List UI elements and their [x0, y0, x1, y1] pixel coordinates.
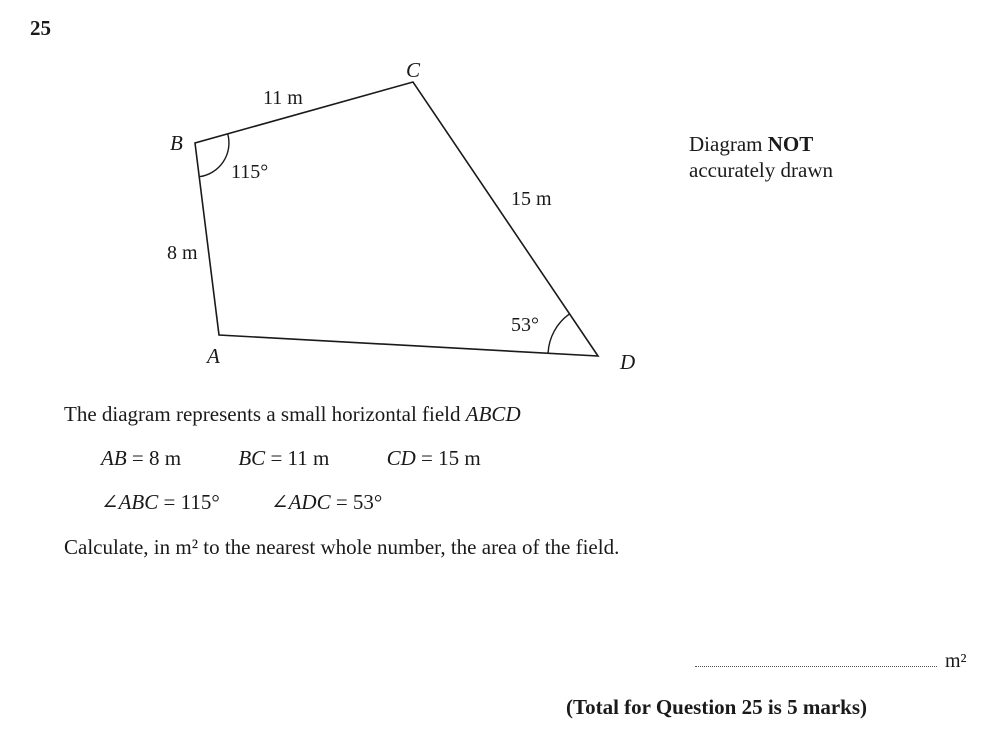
given-cd-value: = 15 m [415, 446, 481, 470]
vertex-label-c: C [406, 58, 421, 82]
vertex-label-a: A [207, 344, 220, 368]
side-label-bc: 11 m [263, 87, 303, 109]
given-bc [238, 446, 329, 471]
field-name: ABCD [465, 402, 521, 426]
given-ab-value: = 8 m [126, 446, 182, 470]
angle-d-arc [548, 314, 569, 352]
intro-sentence: The diagram represents a small horizontal field [64, 402, 466, 426]
angle-adc [271, 490, 382, 515]
angle-adc-name: ∠ADC [270, 490, 331, 514]
side-lengths [101, 446, 533, 471]
given-cd-name: CD [386, 446, 416, 470]
angle-label-b: 115° [231, 161, 269, 183]
angle-abc-name: ∠ABC [101, 490, 159, 514]
note-prefix: Diagram [689, 132, 768, 156]
vertex-label-b: B [170, 131, 183, 155]
side-label-ab: 8 m [167, 242, 198, 264]
answer-line[interactable] [695, 650, 967, 673]
vertex-label-d: D [620, 350, 636, 374]
given-ab-name: AB [101, 446, 127, 470]
given-cd [387, 446, 481, 471]
note-emphasis: NOT [767, 132, 814, 156]
given-ab [101, 446, 181, 471]
task-text: Calculate, in m² to the nearest whole number, the area of the field. [64, 535, 620, 559]
total-marks: (Total for Question 25 is 5 marks) [566, 695, 868, 719]
diagram-note [689, 131, 833, 183]
angle-adc-value: = 53° [330, 490, 383, 514]
angle-label-d: 53° [511, 314, 539, 336]
question-number: 25 [30, 16, 51, 40]
given-angles [101, 490, 428, 515]
side-label-cd: 15 m [511, 188, 552, 210]
given-bc-value: = 11 m [265, 446, 330, 470]
answer-unit: m² [945, 650, 967, 672]
angle-abc-value: = 115° [158, 490, 220, 514]
answer-dotted-line[interactable] [695, 652, 937, 667]
angle-abc [101, 490, 220, 515]
intro-text [64, 402, 521, 427]
note-line-2: accurately drawn [689, 158, 833, 182]
given-bc-name: BC [238, 446, 266, 470]
